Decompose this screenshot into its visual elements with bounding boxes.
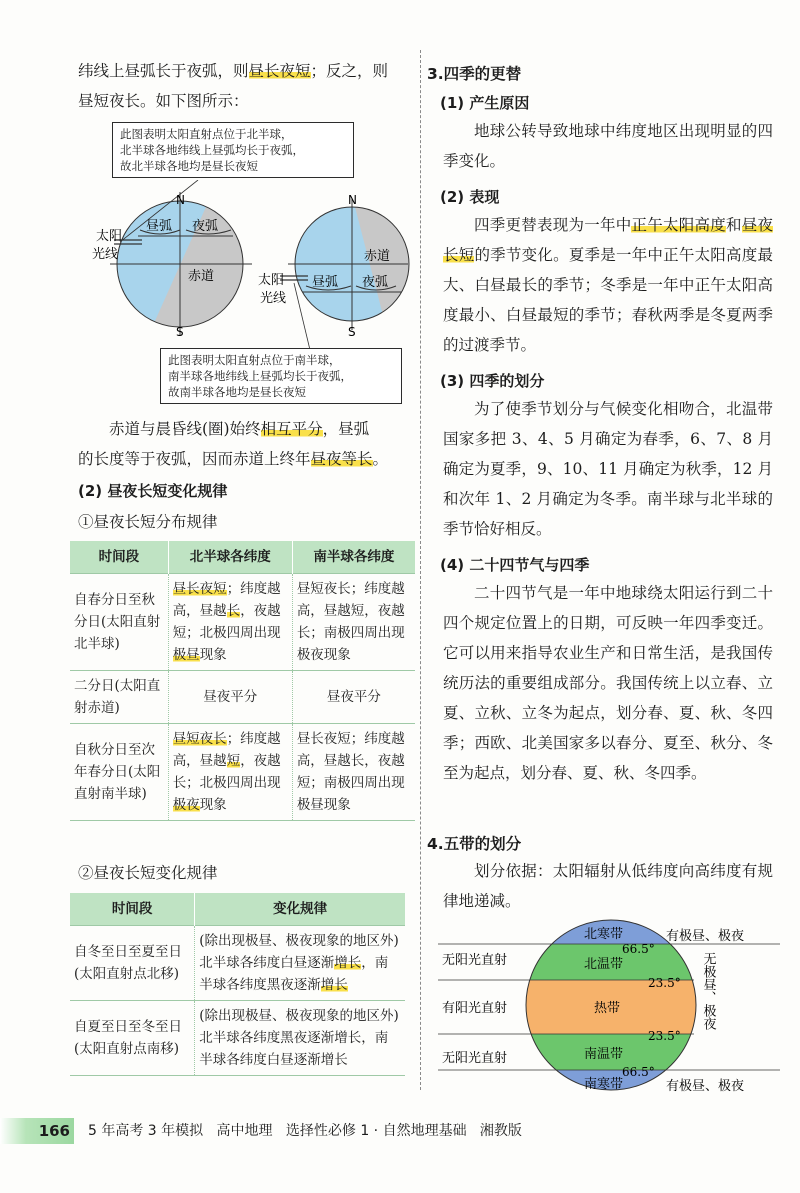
- label-no-direct-top: 无阳光直射: [442, 953, 508, 968]
- globe1-equator: 赤道: [188, 269, 215, 284]
- highlight: 相互平分: [260, 420, 323, 438]
- heading-seasons: 3.四季的更替: [427, 65, 522, 83]
- sun-label-1: 太阳: [96, 229, 123, 244]
- globe-south: [280, 180, 410, 350]
- table-row: 自秋分日至次年春分日(太阳直射南半球) 昼短夜长；纬度越高，昼越短，夜越长；北极四周出现极夜现象 昼长夜短；纬度越高，昼越长，夜越短；南极四周出现极昼现象: [70, 724, 415, 821]
- table-row: 自夏至日至冬至日(太阳直射点南移) (除出现极昼、极夜现象的地区外)北半球各纬度黑夜逐渐增长，南半球各纬度白昼逐渐增长: [70, 1001, 405, 1076]
- highlight: 长: [226, 603, 241, 619]
- heading-distribution: ①昼夜长短分布规律: [78, 513, 218, 531]
- globe1-night-arc: 夜弧: [192, 219, 219, 234]
- table-row: 二分日(太阳直射赤道) 昼夜平分 昼夜平分: [70, 671, 415, 724]
- show-paragraph: 四季更替表现为一年中正午太阳高度和昼夜长短的季节变化。夏季是一年中正午太阳高度最大、白昼最长的季节；冬季是一年中正午太阳高度最小、白昼最短的季节；春秋两季是冬夏两季的过渡季节。: [443, 216, 773, 354]
- globe2-n: N: [348, 193, 357, 207]
- t1-header-south: 南半球各纬度: [292, 541, 415, 574]
- globe1-n: N: [176, 193, 185, 207]
- highlight: 昼短夜长: [172, 731, 227, 747]
- table-row: 自春分日至秋分日(太阳直射北半球) 昼长夜短；纬度越高，昼越长，夜越短；北极四周出现极昼现象 昼短夜长；纬度越高，昼越短，夜越长；南极四周出现极夜现象: [70, 574, 415, 671]
- highlight: 昼夜长短: [443, 216, 773, 264]
- highlight: 昼夜等长: [310, 450, 373, 468]
- label-tropical: 热带: [594, 1001, 621, 1016]
- highlight: 极昼: [172, 647, 200, 663]
- heading-divide: (3) 四季的划分: [440, 372, 545, 390]
- terms-paragraph: 二十四节气是一年中地球绕太阳运行到二十四个规定位置上的日期，可反映一年四季变迁。它可以用来指导农业生产和日常生活，是我国传统历法的重要组成部分。我国传统上以立春、立夏、立秋、立冬为起点，划分春、夏、秋、冬四季；西欧、北美国家多以春分、夏至、秋分、冬至为起点，划分春、夏、秋、冬四季。: [443, 584, 773, 782]
- sun-label-4: 光线: [260, 291, 287, 306]
- globe2-night-arc: 夜弧: [362, 275, 389, 290]
- sun-label-3: 太阳: [258, 273, 285, 288]
- page-footer: [0, 1118, 800, 1144]
- heading-cause: (1) 产生原因: [440, 94, 530, 112]
- label-south-frigid: 南寒带: [584, 1077, 624, 1092]
- heading-change: ②昼夜长短变化规律: [78, 864, 218, 882]
- t1-header-period: 时间段: [70, 541, 168, 574]
- equator-paragraph: 赤道与晨昏线(圈)始终相互平分，昼弧 的长度等于夜弧，因而赤道上终年昼夜等长。: [78, 420, 389, 468]
- divide-paragraph: 为了使季节划分与气候变化相吻合，北温带国家多把 3、4、5 月确定为春季，6、7、8 月确定为夏季，9、10、11 月确定为秋季，12 月和次年 1、2 月确定为冬季。南半球与北半球的季节恰好相反。: [443, 400, 773, 538]
- label-south-temperate: 南温带: [584, 1047, 624, 1062]
- globe1-s: S: [176, 325, 184, 339]
- heading-terms: (4) 二十四节气与四季: [440, 556, 590, 574]
- heading-rule: (2) 昼夜长短变化规律: [78, 482, 228, 500]
- page-number: 166: [0, 1118, 74, 1144]
- cause-paragraph: 地球公转导致地球中纬度地区出现明显的四季变化。: [443, 122, 773, 170]
- globe2-s: S: [348, 325, 356, 339]
- label-polar-bottom: 有极昼、极夜: [666, 1079, 745, 1094]
- highlight: 增长: [334, 955, 362, 971]
- table-row: 自冬至日至夏至日(太阳直射点北移) (除出现极昼、极夜现象的地区外)北半球各纬度白昼逐渐增长，南半球各纬度黑夜逐渐增长: [70, 926, 405, 1001]
- globe1-day-arc: 昼弧: [146, 219, 173, 234]
- label-north-temperate: 北温带: [584, 957, 624, 972]
- zones-basis: 划分依据：太阳辐射从低纬度向高纬度有规律地递减。: [443, 862, 773, 910]
- heading-show: (2) 表现: [440, 188, 500, 206]
- globe2-equator: 赤道: [364, 249, 391, 264]
- label-north-frigid: 北寒带: [584, 927, 624, 942]
- note-south-hemisphere: 此图表明太阳直射点位于南半球， 南半球各地纬线上昼弧均长于夜弧， 故南半球各地均是昼长夜短: [160, 348, 402, 404]
- lat-665-n: 66.5°: [622, 942, 655, 956]
- highlight: 昼长夜短: [248, 62, 311, 80]
- label-direct: 有阳光直射: [442, 1001, 508, 1016]
- highlight: 正午太阳高度: [631, 216, 726, 234]
- table-distribution: [70, 541, 415, 821]
- highlight: 增长: [320, 977, 348, 993]
- label-no-direct-bottom: 无阳光直射: [442, 1051, 508, 1066]
- note-north-hemisphere: 此图表明太阳直射点位于北半球， 北半球各地纬线上昼弧均长于夜弧， 故北半球各地均是昼长夜短: [112, 122, 354, 178]
- t1-header-north: 北半球各纬度: [168, 541, 292, 574]
- highlight: 极夜: [172, 797, 200, 813]
- column-divider: [420, 50, 421, 1090]
- heading-zones: 4.五带的划分: [427, 835, 522, 853]
- lat-235-s: 23.5°: [648, 1029, 681, 1043]
- five-zones-diagram: [438, 918, 780, 1098]
- lat-665-s: 66.5°: [622, 1065, 655, 1079]
- table-change: [70, 893, 405, 1076]
- book-title: 5 年高考 3 年模拟 高中地理 选择性必修 1 · 自然地理基础 湘教版: [88, 1123, 522, 1139]
- lat-235-n: 23.5°: [648, 976, 681, 990]
- intro-paragraph: 纬线上昼弧长于夜弧，则昼长夜短；反之，则 昼短夜长。如下图所示：: [78, 62, 389, 110]
- highlight: 短: [226, 753, 241, 769]
- label-no-polar: 无极昼、极夜: [700, 952, 716, 1030]
- highlight: 昼长夜短: [172, 581, 227, 597]
- globe-diagram: [80, 180, 410, 350]
- label-polar-top: 有极昼、极夜: [666, 929, 745, 944]
- globe2-day-arc: 昼弧: [312, 275, 339, 290]
- t2-header-period: 时间段: [70, 893, 195, 926]
- t2-header-rule: 变化规律: [195, 893, 405, 926]
- sun-label-2: 光线: [92, 247, 119, 262]
